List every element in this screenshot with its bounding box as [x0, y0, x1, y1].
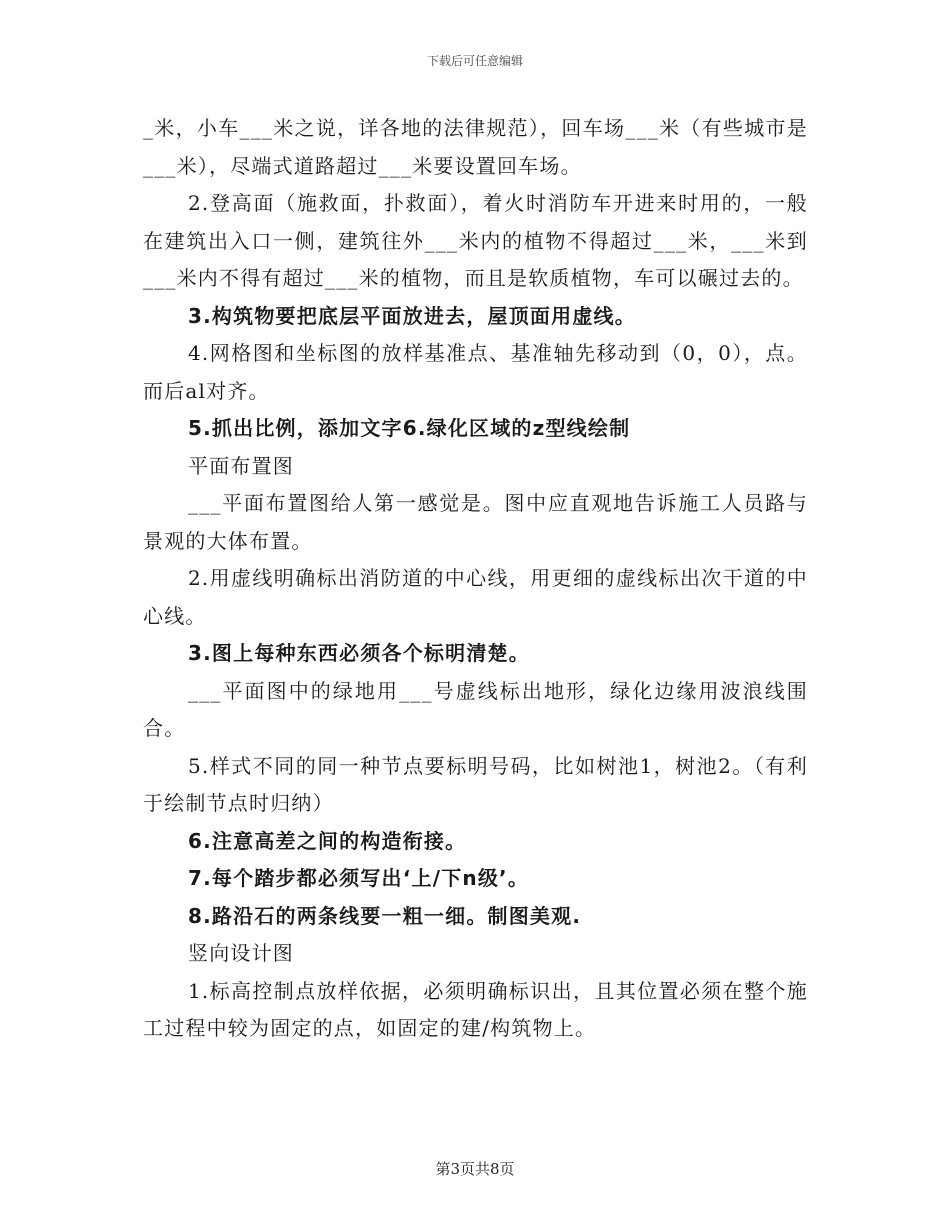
paragraph: ___平面布置图给人第一感觉是。图中应直观地告诉施工人员路与景观的大体布置。: [143, 491, 808, 553]
paragraph: 5.样式不同的同一种节点要标明号码，比如树池1，树池2。（有利于绘制节点时归纳）: [143, 753, 808, 815]
paragraph: ___平面图中的绿地用___号虚线标出地形，绿化边缘用波浪线围合。: [143, 678, 808, 740]
document-body: [143, 110, 808, 1048]
paragraph: 2.用虚线明确标出消防道的中心线，用更细的虚线标出次干道的中心线。: [143, 566, 808, 628]
page-header: 下载后可任意编辑: [426, 54, 523, 68]
page-number: 第3页共8页: [435, 1160, 515, 1178]
paragraph-bold: 3.构筑物要把底层平面放进去，屋顶面用虚线。: [188, 303, 636, 328]
paragraph-bold: 8.路沿石的两条线要一粗一细。制图美观.: [188, 903, 582, 928]
paragraph: _米，小车___米之说，详各地的法律规范），回车场___米（有些城市是___米），尽端式道路超过___米要设置回车场。: [143, 116, 808, 178]
paragraph-bold: 3.图上每种东西必须各个标明清楚。: [188, 641, 530, 665]
paragraph-bold: 5.抓出比例，添加文字6.绿化区域的z型线绘制: [188, 416, 631, 440]
paragraph: 1.标高控制点放样依据，必须明确标识出，且其位置必须在整个施工过程中较为固定的点，如固定的建/构筑物上。: [143, 978, 808, 1040]
paragraph: 2.登高面（施救面，扑救面），着火时消防车开进来时用的，一般在建筑出入口一侧，建筑往外___米内的植物不得超过___米，___米到___米内不得有超过___米的植物，而且是软质植物，车可以碾过去的。: [143, 191, 808, 290]
section-heading: 平面布置图: [188, 453, 294, 478]
section-heading: 竖向设计图: [188, 941, 294, 965]
paragraph-bold: 6.注意高差之间的构造衔接。: [188, 828, 467, 853]
paragraph-bold: 7.每个踏步都必须写出‘上/下n级’。: [188, 866, 530, 890]
paragraph: 4.网格图和坐标图的放样基准点、基准轴先移动到（0，0），点。而后al对齐。: [143, 341, 808, 403]
